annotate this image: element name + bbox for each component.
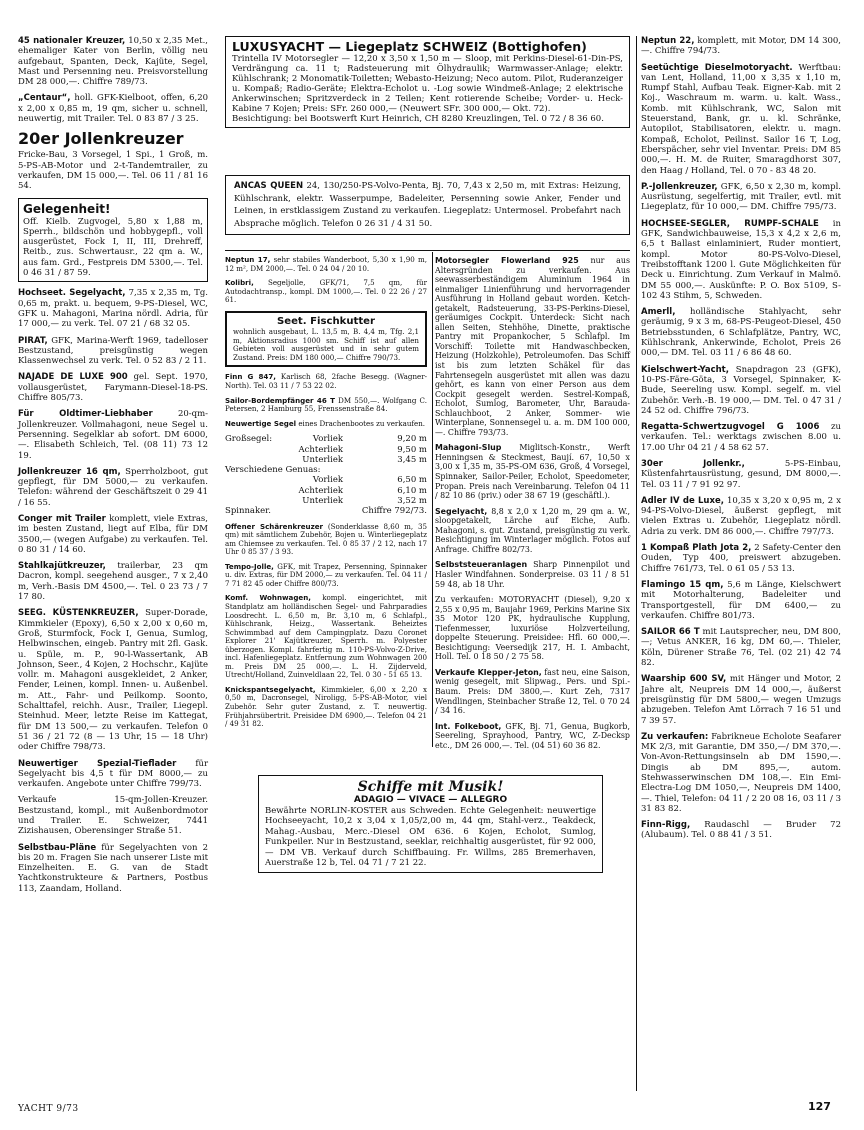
sails-label: Spinnaker. (225, 506, 272, 517)
ad-text: Raudaschl — Bruder 72 (Alubaum). Tel. 0 88 41 / 3 51. (641, 820, 841, 841)
classified-ad (18, 409, 208, 460)
ad-text: mit Lautsprecher, neu, DM 800,—; Vetus ANKER, 16 kg, DM 60,—. Thieler, Köln, Dürener Straße 76, Tel. (02 21) 42 74 82. (641, 627, 841, 669)
ad-text: holl. GFK-Kielboot, offen, 6,20 x 2,00 x 0,85 m, 19 qm, sicher u. schnell, neuwertig, mit Trailer. Tel. 0 83 87 / 3 25. (18, 93, 209, 125)
ad-text: mit Hänger und Motor, 2 Jahre alt, Neupreis DM 14 000,—, äußerst preisgünstig für DM 5800,— wegen Umzugs abzugeben. Telefon Amt Lörrach 7 16 51 und 7 39 57. (641, 674, 842, 726)
ad-text: Verkaufe 15-qm-Jollen-Kreuzer. Bestzustand, kompl., mit Außenbordmotor und Trailer. E. Schweizer, 7441 Zizishausen, Oberensinger Straße 51. (18, 795, 208, 837)
ad-headline: „Centaur“, (18, 93, 71, 104)
ad-headline: Motorsegler Flowerland 925 (435, 256, 579, 265)
sails-cell: 3,52 m (397, 495, 427, 506)
classified-ad (18, 36, 208, 87)
classified-ad (18, 336, 208, 367)
ad-text: Werftbau: van Lent, Holland, 11,00 x 3,35 x 1,10 m, Rumpf Stahl, Aufbau Teak. Eigner-Kab. mit 2 Koj., Waschraum m. warm. u. kalt. Wass., Komb. mit Kühlschrank, WC, Salon mit Steuerstand, Bank, gr. u. kl. Schränke, Autopilot, Stabilisatoren, elektr. u. magn. Kompaß, Echolot, Peilinst. Sailor 16 T, Log, Eberspächer, sehr viel Inventar. Preis: DM 85 000,—. H. M. de Ruiter, Smaragdhorst 307, den Haag / Holland, Tel. 0 70 - 83 48 20. (641, 62, 841, 176)
classified-ad (641, 674, 841, 725)
ad-headline: Finn G 847, (225, 372, 276, 382)
ad-text: (Sonderklasse 8,60 m, 35 qm) mit sämtlichem Zubehör, Bojen u. Winterliegeplatz am Chiemsee zu verkaufen. Tel. 0 85 37 / 2 12, nach 17 Uhr 0 85 37 / 3 93. (225, 521, 427, 557)
ad-headline: Knickspantsegelyacht, (225, 684, 316, 694)
classified-ad (18, 514, 208, 555)
ad-headline: Mahagoni-Slup (435, 443, 502, 453)
ancas-queen-ad (225, 175, 630, 235)
luxusyacht-body: Trintella IV Motorsegler — 12,20 x 3,50 x 1,50 m — Sloop, mit Perkins-Diesel-61-Din-PS, Verdrängung ca. 11 t; Radsteuerung mit Ölhydraulik; Warmwasser-Anlage; elektr. Kühlschrank; 2 Monomatik-Toiletten; Webasto-Heizung; Neco autom. Pilot, Ruderanzeiger u. Kompaß; Radio-Geräte; Elektra-Echolot u. -Log sowie Windmeß-Anlage; 2 elektrische Ankerwinschen; Spritzverdeck in 2 Teilen; Kent rotierende Scheibe; Vorder- u. Heck-Kabine 7 Kojen; Preis: SFr. 260 000,— (Neuwert SFr. 300 000,— Okt. 72). (232, 54, 623, 114)
schiffe-subtitle: ADAGIO — VIVACE — ALLEGRO (353, 795, 508, 805)
sails-cell: 6,50 m (397, 475, 427, 486)
schiffe-mit-musik-ad (258, 775, 603, 873)
ad-headline: Zu verkaufen: (641, 731, 709, 742)
ad-text: Segeljolle, GFK/71, 7,5 qm, für Autodachtransp., kompl. DM 1000,—. Tel. 0 22 26 / 27 61. (225, 278, 427, 305)
ad-headline: Neptun 22, (641, 36, 695, 46)
column-divider (432, 252, 433, 747)
ad-text: Snapdragon 23 (GFK), 10-PS-Färe-Göta, 3 Vorsegel, Spinnaker, K-Bude, Seereling usw. Kompl. segelf. m. viel Zubehör. Verh.-B. 19 000,— DM. Tel. 0 47 31 / 24 52 od. Chiffre 796/73. (641, 364, 841, 416)
sails-cell: Vorliek (312, 434, 344, 445)
ad-text: Zu verkaufen: MOTORYACHT (Diesel), 9,20 x 2,55 x 0,95 m, Baujahr 1969, Perkins Marine Six 35 Motor 120 PK, hydraulische Kupplung, Tiefenmesser, luxuriöse Holzverteilung, doppelte Steuerung. Preisidee: Hfl. 60 000,—. Besichtigung: Veersedijk 217, H. I. Ambacht, Holl. Tel. 0 18 50 / 2 75 58. (435, 595, 630, 662)
classified-ad (641, 732, 841, 814)
ad-headline: Neptun 17, (225, 255, 271, 264)
ad-text: 7,35 x 2,35 m, Tg. 0,65 m, prakt. u. bequem, 9-PS-Diesel, WC, GFK u. Mahagoni, Marina nördl. Adria, für 17 000,— zu verk. Tel. 07 21 / 68 32 05. (18, 288, 208, 330)
classified-ad (225, 373, 427, 390)
ad-headline: Regatta-Schwertzugvogel G 1006 (641, 422, 820, 433)
classified-ad (225, 420, 427, 429)
sails-cell: Unterliek (302, 454, 344, 465)
ad-headline: Neuwertiger Spezial-Tieflader (18, 758, 177, 769)
ad-text: 5-PS-Einbau, Küstenfahrtausrüstung, gesund, DM 8000,—. Tel. 03 11 / 7 91 92 97. (641, 458, 841, 490)
classified-ad (435, 507, 630, 555)
classified-ad (18, 93, 208, 124)
classified-ad (225, 256, 427, 273)
ad-headline: Neuwertige Segel (225, 418, 297, 428)
ad-headline: Finn-Rigg, (641, 820, 691, 831)
section-heading: 20er Jollenkreuzer (18, 129, 184, 149)
ad-text: zu verkaufen. Tel.: werktags zwischen 8.00 u. 17.00 Uhr 04 21 / 4 58 62 57. (641, 422, 841, 453)
ad-headline: Stahlkajütkreuzer, (18, 561, 106, 572)
classified-ad (435, 668, 630, 716)
schiffe-title: Schiffe mit Musik! (357, 779, 504, 795)
classified-ad (641, 219, 841, 301)
ad-text: fast neu, eine Saison, wenig gesegelt, mit Slipwag., Pers. und Spi.-Baum. Preis: DM 3800,—. Kurt Zeh, 7317 Wendlingen, Steinbacher Straße 12, Tel. 0 70 24 / 34 16. (435, 667, 630, 716)
classified-ad (641, 543, 841, 574)
ad-text: für Segelyachten von 2 bis 20 m. Fragen Sie nach unserer Liste mit Einzelheiten. E. G. van de Stadt Yachtkonstrukteure & Partners, Postbus 113, Zaandam, Holland. (18, 842, 208, 894)
ad-headline: Amerll, (641, 307, 676, 318)
classified-ad (641, 307, 841, 358)
classified-ad (641, 496, 841, 537)
sails-cell: 3,45 m (397, 454, 427, 465)
ad-text: Sharp Pinnenpilot und Hasler Windfahnen. Sonderpreise. 03 11 / 8 51 59 48, ab 18 Uhr. (435, 560, 630, 589)
classified-ad (641, 820, 841, 841)
ad-text: eines Drachenbootes zu verkaufen. (298, 418, 426, 428)
ad-text: 20-qm-Jollenkreuzer. Vollmahagoni, neue Segel u. Persenning. Segelklar ab sofort. DM 6000,—. Elisabeth Schleich, Tel. (08 11) 73 12 19. (18, 409, 208, 461)
ad-headline: HOCHSEE-SEGLER, RUMPF-SCHALE (641, 218, 819, 229)
sails-cell: 9,20 m (397, 434, 427, 445)
classified-ad (225, 523, 427, 557)
boxed-ad (225, 311, 427, 368)
ad-text: Karlisch 68, 2fache Besegg. (Wagner-North). Tel. 03 11 / 7 53 22 02. (225, 372, 427, 391)
ad-headline: Segelyacht, (435, 506, 488, 516)
classified-ad (641, 182, 841, 213)
ad-headline: 30er Jollenkr., (641, 458, 745, 469)
classified-ad (641, 365, 841, 416)
ad-text: Super-Dorade, Kimmkieler (Epoxy), 6,50 x 2,00 x 0,60 m, Groß, Sturmfock, Fock I, Genua, Sumlog, Helbwinschen, eingeb. Pantry mit 2fl. Gask. u. Spüle, m. P., 90-l-Wassertank, AB Johnson, Seer., 4 Kojen, 2 Hochschr., Kajüte vollr. m. Mahagoni ausgekleidet, 2 Anker, Fender, Leinen, kompl. Innen- u. Außenbel. m. Att., Fahr- und Peilkomp. Soonto, Schalttafel, reichh. Ausr., Trailer, Liegepl. Steinhud. Meer, letzte Reise im Kattegat, für DM 13 500,— zu verkaufen. Telefon 0 51 36 / 21 72 (8 — 13 Uhr, 15 — 18 Uhr) oder Chiffre 798/73. (18, 608, 209, 753)
classified-ad (435, 560, 630, 589)
boxed-ad (18, 198, 208, 283)
ad-headline: SEEG. KÜSTENKREUZER, (18, 608, 139, 619)
classified-ad (18, 150, 208, 191)
sails-cell: 9,50 m (397, 444, 427, 455)
ad-headline: Selbststeueranlagen (435, 560, 528, 570)
ad-headline: Jollenkreuzer 16 qm, (18, 466, 121, 477)
boxed-ad-text: Off. Kielb. Zugvogel, 5,80 x 1,88 m, Sperrh., bildschön und hobbygepfl., voll ausgerüstet, Fock I, II, III, Drehreff, Reitb., zus. Schwertausr., 22 qm a. W., aus fam. Grd., Festpreis DM 5300,—. Tel. 0 46 31 / 87 59. (23, 216, 203, 279)
boxed-ad-title: Gelegenheit! (23, 201, 111, 216)
schiffe-body: Bewährte NORLIN-KOSTER aus Schweden. Echte Gelegenheit: neuwertige Hochseeyacht, 10,2 x 3,04 x 1,05/2,00 m, 44 qm, Stahl-verz., Teakdeck, Mahag.-Ausbau, Merc.-Diesel OM 636. 6 Kojen, Echolot, Sumlog, Funkpeiler. Nur in Bestzustand, seeklar, reichhaltig ausgerüstet, für 92 000,— DM VB. Verkauf durch Schiffbauing. Fr. Willms, 285 Bremerhaven, Auerstraße 12 b, Tel. 04 71 / 7 21 22. (265, 805, 596, 868)
sails-label: Großsegel: (225, 434, 273, 445)
classified-ad (18, 843, 208, 894)
ad-text: 5,6 m Länge, Kielschwert mit Motorhalterung, Badeleiter und Transportgestell, für DM 6400,— zu verkaufen. Chiffre 801/73. (641, 579, 842, 621)
ad-headline: Conger mit Trailer (18, 513, 106, 524)
ad-headline: Sailor-Bordempfänger 46 T (225, 395, 335, 405)
sails-cell: Chiffre 792/73. (361, 506, 427, 517)
ad-text: Kimmkieler, 6,00 x 2,20 x 0,50 m, Dacronsegel, Niroligg, 5-PS-AB-Motor, viel Zubehör. Sehr guter Zustand, z. T. neuwertig. Frühjahrsübertrit. Preisidee DM 6900,—. Telefon 04 21 / 49 31 82. (225, 684, 427, 729)
classified-ad (435, 256, 630, 437)
sails-cell: Vorliek (312, 475, 344, 486)
classified-ad (18, 608, 208, 752)
ad-headline: PIRAT, (18, 335, 48, 346)
sails-label: Verschiedene Genuas: (225, 465, 321, 476)
classified-ad (641, 459, 841, 490)
boxed-ad-title: Seet. Fischkutter (276, 315, 376, 327)
classified-ad (18, 372, 208, 403)
luxusyacht-ad (225, 36, 630, 128)
sails-cell: Unterliek (302, 495, 344, 506)
sails-table (225, 434, 427, 516)
ad-headline: Verkaufe Klepper-Jeton, (435, 667, 542, 677)
classified-ad (18, 759, 208, 790)
classified-ad (641, 627, 841, 668)
classified-ad (435, 722, 630, 751)
classified-ad (18, 288, 208, 329)
sails-cell: Achterliek (298, 485, 344, 496)
classified-ad (18, 561, 208, 602)
ad-text: 2 Safety-Center den Ouden, Typ 400, preiswert abzugeben. Chiffre 761/73, Tel. 0 61 05 / 53 13. (641, 543, 841, 574)
ad-text: kompl. eingerichtet, mit Standplatz am holländischen Segel- und Fahrparadies Loosdrecht. L. 6,50 m, Br. 3,10 m, 6 Schlafpl., Kühlschrank, Heizg., Wassertank. Beheiztes Schwimmbad auf dem Campingplatz. Dazu Coronet Explorer 21' Kajütkreuzer, Sperrh. m. Polyester überzogen. Kompl. fahrfertig m. 110-PS-Volvo-Z-Drive, incl. Hafenliegeplatz. Entfernung zum Wohnwagen 200 m. Preis DM 25 000,—. L. H. Zijderveld, Utrecht/Holland, Zuinveldlaan 22, Tel. 0 30 - 51 65 13. (225, 593, 427, 680)
ad-headline: NAJADE DE LUXE 900 (18, 372, 128, 383)
ad-headline: SAILOR 66 T (641, 627, 700, 638)
ad-text: holländische Stahlyacht, sehr geräumig, 9 x 3 m, 68-PS-Peugeot-Diesel, 450 Betriebsstunden, 6 Schlafplätze, Pantry, WC, Kühlschrank, Ankerwinde, Echolot, Preis 26 000,— DM. Tel. 03 11 / 6 86 48 60. (641, 307, 841, 359)
ad-headline: Hochseet. Segelyacht, (18, 288, 126, 299)
column-1 (18, 36, 208, 900)
classified-ad (225, 397, 427, 414)
ancas-body: 24, 130/250-PS-Volvo-Penta, Bj. 70, 7,43 x 2,50 m, mit Extras: Heizung, Kühlschrank, elektr. Wasserpumpe, Badeleiter, Persenning sowie Anker, Fender und Leinen, in erstklassigem Zustand zu verkaufen. Liegeplatz: Untermosel. Probefahrt nach Absprache möglich. Telefon 0 26 31 / 4 31 50. (234, 181, 622, 229)
classified-ad (435, 443, 630, 500)
classified-ad (225, 563, 427, 589)
ad-headline: Adler IV de Luxe, (641, 495, 724, 506)
ad-text: komplett, viele Extras, im besten Zustand, liegt auf Elba, für DM 3500,— (wegen Aufgabe) zu verkaufen. Tel. 0 80 31 / 14 60. (18, 513, 208, 555)
classified-ad (225, 594, 427, 679)
ad-text: Fabrikneue Echolote Seafarer MK 2/3, mit Garantie, DM 350,—/ DM 370,—. Von-Avon-Rettungsinseln ab DM 1590,—. Dingis ab DM 895,—, autom. Stehwasserwinschen DM 108,—. Ein Emi-Electra-Log DM 1050,—, Neupreis DM 1400,—. Thiel, Telefon: 04 11 / 2 20 08 16, 03 11 / 3 31 83 82. (641, 731, 842, 814)
classified-ad (641, 580, 841, 621)
ad-headline: Waarship 600 SV, (641, 674, 727, 685)
ad-headline: Int. Folkeboot, (435, 721, 502, 731)
classified-ad (641, 36, 841, 57)
column-divider (636, 36, 637, 1091)
classified-ad (18, 795, 208, 836)
ad-text: 10,35 x 3,20 x 0,95 m, 2 x 94-PS-Volvo-Diesel, äußerst gepflegt, mit vielen Extras u. Zubehör, Liegeplatz nördl. Adria zu verk. DM 86 000,—. Chiffre 797/73. (641, 495, 841, 537)
ad-text: für Segelyacht bis 4,5 t für DM 8000,— zu verkaufen. Angebote unter Chiffre 799/73. (18, 758, 209, 790)
column-3 (435, 256, 630, 756)
ad-headline: Für Oldtimer-Liebhaber (18, 409, 153, 420)
ad-text: 10,50 x 2,35 Met., ehemaliger Kater von Berlin, völlig neu aufgebaut, Spanten, Deck, Kajüte, Segel, Mast und Persenning neu. Preisvorstellung DM 28 000,—. Chiffre 789/73. (18, 36, 209, 88)
column-4 (641, 36, 841, 847)
ad-headline: P.-Jollenkreuzer, (641, 181, 718, 192)
sails-cell: Achterliek (298, 444, 344, 455)
ad-text: Fricke-Bau, 3 Vorsegel, 1 Spi., 1 Groß, m. 5-PS-AB-Motor und 2-t-Tandemtrailer, zu verkaufen, DM 15 000,—. Tel. 06 11 / 81 16 54. (18, 150, 208, 192)
divider (225, 250, 630, 251)
ad-text: komplett, mit Motor, DM 14 300,—. Chiffre 794/73. (641, 36, 842, 57)
ad-text: Sperrholzboot, gut gepflegt, für DM 5000,— zu verkaufen. Telefon: während der Geschäftszeit 0 29 41 / 16 55. (18, 466, 208, 508)
ad-text: GFK, mit Trapez, Persenning, Spinnaker u. div. Extras, für DM 2000,— zu verkaufen. Tel. 04 11 / 7 71 82 45 oder Chiffre 800/73. (225, 561, 427, 588)
ad-headline: Offener Schärenkreuzer (225, 521, 324, 531)
ad-headline: Selbstbau-Pläne (18, 842, 97, 853)
ad-text: GFK, Marina-Werft 1969, tadelloser Bestzustand, preisgünstig wegen Klassenwechsel zu verk. Tel. 0 52 83 / 2 11. (18, 335, 208, 367)
luxusyacht-title: LUXUSYACHT — Liegeplatz SCHWEIZ (Bottighofen) (232, 39, 587, 54)
ad-text: GFK, Bj. 71, Genua, Bugkorb, Seereling, Sprayhood, Pantry, WC, Z-Decksp etc., DM 26 000,—. Tel. (04 51) 60 36 82. (435, 721, 630, 750)
ad-headline: Kolibri, (225, 278, 254, 288)
boxed-ad-text: wohnlich ausgebaut, L. 13,5 m, B. 4,4 m, Tfg. 2,1 m, Aktionsradius 1000 sm. Schiff ist auf allen Gebieten voll ausgerüstet und in sehr gutem Zustand. Preis: DM 180 000,— Chiffre 790/73. (233, 327, 419, 362)
classified-ad (435, 595, 630, 662)
sails-cell: 6,10 m (397, 485, 427, 496)
classified-ad (225, 279, 427, 305)
ad-text: sehr stabiles Wanderboot, 5,30 x 1,90 m, 12 m², DM 2000,—. Tel. 0 24 04 / 20 10. (225, 255, 427, 273)
ad-headline: Tempo-Jolle, (225, 561, 274, 571)
ad-text: DM 550,—. Wolfgang C. Petersen, 2 Hamburg 55, Frenssenstraße 84. (225, 395, 427, 414)
page-number: 127 (808, 1100, 831, 1113)
ad-headline: Flamingo 15 qm, (641, 579, 724, 590)
classified-ad (18, 467, 208, 508)
ad-text: nur aus Altersgründen zu verkaufen. Aus seewasserbeständigem Aluminium 1964 in einmaliger Linienführung und hervorragender Ausführung in Holland gebaut worden. Ketch-getakelt, Radsteuerung, 33-PS-Perkins-Diesel, geräumiges Cockpit. Unterdeck: Sicht nach allen Seiten, Stehhöhe, Dinette, praktische Pantry mit Propankocher, 5 Schlafpl. Im Vorschiff: Toilette mit Handwaschbecken, Heizung (Holzkohle), Petroleumofen. Das Schiff ist bis zum letzten Schäkel für das Fahrtensegeln ausgerüstet mit allen was dazu gehört, es kann von einer Person aus dem Cockpit gesegelt werden. Sestrel-Kompaß, Echolot, Sumlog, Barometer, Uhr, Barauda-Schlauchboot, 2 Anker, Sommer- wie Winterplane, Sonnensegel u. a. m. DM 100 000,—. Chiffre 793/73. (435, 256, 631, 437)
ad-text: 8,8 x 2,0 x 1,20 m, 29 qm a. W., sloopgetakelt, Lärche auf Eiche, Aufb. Mahagoni, s. gut. Zustand, preisgünstig zu verk. Besichtigung im Winterlager möglich. Fotos auf Anfrage. Chiffre 802/73. (435, 506, 630, 554)
classified-ad (225, 686, 427, 729)
ad-text: GFK, 6,50 x 2,30 m, kompl. Ausrüstung, segelfertig, mit Trailer, evtl. mit Liegeplatz, für 10 000,— DM. Chiffre 795/73. (641, 181, 841, 213)
ad-text: Miglitsch-Konstr., Werft Henningsen & Steckmest, Baují. 67, 10,50 x 3,00 x 1,35 m, 35-PS-OM 636, Groß, 4 Vorsegel, Spinnaker, Sailor-Peiler, Echolot, Speedometer, Propan. Preis nach Vereinbarung. Telefon 04 11 / 82 10 86 (priv.) oder 38 67 19 (geschäftl.). (435, 443, 630, 501)
ad-headline: 45 nationaler Kreuzer, (18, 36, 126, 46)
luxusyacht-visit: Besichtigung: bei Bootswerft Kurt Heinrich, CH 8280 Kreuzlingen, Tel. 0 72 / 8 36 60. (232, 114, 604, 124)
ad-headline: 1 Kompaß Plath Jota 2, (641, 543, 752, 554)
ad-headline: Komf. Wohnwagen, (225, 593, 311, 603)
classified-ad (641, 63, 841, 176)
footer-issue: YACHT 9/73 (18, 1104, 79, 1114)
column-2 (225, 256, 427, 735)
ad-headline: Seetüchtige Dieselmotoryacht. (641, 62, 793, 73)
ad-text: gel. Sept. 1970, vollausgerüstet, Farymann-Diesel-18-PS. Chiffre 805/73. (18, 372, 208, 404)
ancas-title: ANCAS QUEEN (234, 181, 304, 191)
ad-text: trailerbar, 23 qm Dacron, kompl. seegehend ausger., 7 x 2,40 m, Verh.-Basis DM 4500,—. Tel. 0 23 73 / 7 17 80. (18, 561, 208, 603)
ad-text: in GFK, Sandwichbauweise, 15,3 x 4,2 x 2,6 m, 6,5 t Ballast einlaminiert, Ruder montiert, kompl. Motor 80-PS-Volvo-Diesel, Treibstofftank 1200 l. Gute Möglichkeiten für Deck u. Einrichtung. Zum Verkauf in Malmö. DM 55 000,—. Auskünfte: P. O. Box 5109, S-102 43 Stihm, 5, Schweden. (641, 218, 841, 301)
classified-ad (641, 422, 841, 453)
ad-headline: Kielschwert-Yacht, (641, 364, 729, 375)
